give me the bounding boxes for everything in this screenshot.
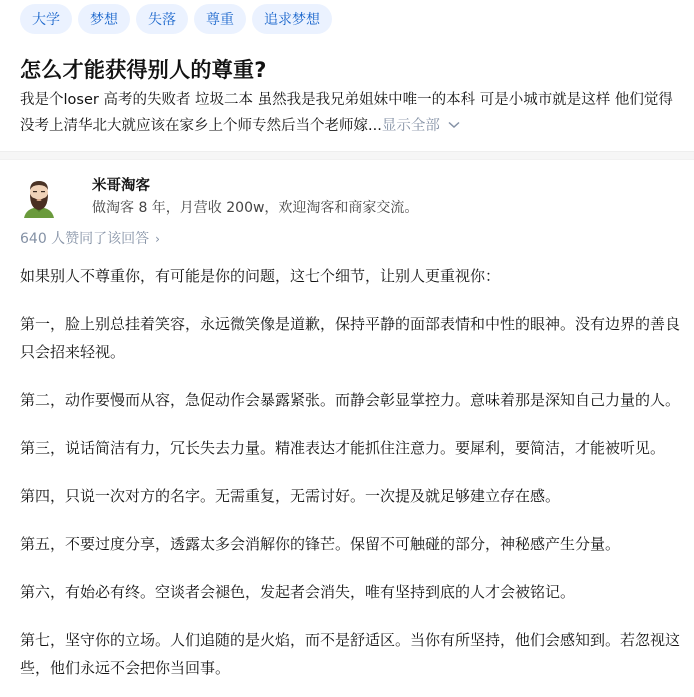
answer-content [20, 262, 680, 697]
answer-paragraph: 第五，不要过度分享，透露太多会消解你的锋芒。保留不可触碰的部分，神秘感产生分量。 [20, 535, 621, 553]
author-bio: 做淘客 8 年，月营收 200w，欢迎淘客和商家交流。 [92, 200, 419, 216]
answer-author [20, 176, 418, 219]
chevron-right-icon[interactable]: › [155, 232, 160, 246]
show-all-label[interactable]: 显示全部 [381, 118, 440, 134]
bearded-man-avatar-icon [20, 178, 58, 218]
answer-paragraph: 第七，坚守你的立场。人们追随的是火焰，而不是舒适区。当你有所坚持，他们会感知到。若忽视这些，他们永远不会把你当回事。 [20, 631, 681, 677]
tag-zunzhong[interactable]: 尊重 [194, 4, 246, 34]
author-name[interactable]: 米哥淘客 [92, 178, 150, 194]
section-divider [0, 151, 694, 160]
show-all-button[interactable] [382, 118, 460, 134]
vote-count-label[interactable]: 640 人赞同了该回答 [20, 231, 150, 247]
answer-paragraph: 第二，动作要慢而从容，急促动作会暴露紧张。而静会彰显掌控力。意味着那是深知自己力量的人。 [20, 391, 681, 409]
answer-paragraph: 第三，说话简洁有力，冗长失去力量。精准表达才能抓住注意力。要犀利，要简洁，才能被听见。 [20, 439, 666, 457]
tag-shiluo[interactable]: 失落 [136, 4, 188, 34]
answer-paragraph: 第六，有始必有终。空谈者会褪色，发起者会消失，唯有坚持到底的人才会被铭记。 [20, 583, 576, 601]
answer-paragraph: 第一，脸上别总挂着笑容，永远微笑像是道歉，保持平静的面部表情和中性的眼神。没有边界的善良只会招来轻视。 [20, 315, 681, 361]
vote-count-link[interactable] [20, 228, 160, 248]
chevron-down-icon[interactable] [448, 113, 460, 138]
answer-paragraph: 如果别人不尊重你，有可能是你的问题，这七个细节，让别人更重视你： [20, 267, 501, 285]
question-detail [20, 88, 680, 139]
tag-zhuqiu-mengxiang[interactable]: 追求梦想 [252, 4, 332, 34]
tag-mengxiang[interactable]: 梦想 [78, 4, 130, 34]
topic-tags [20, 4, 332, 34]
question-title[interactable]: 怎么才能获得别人的尊重? [20, 58, 267, 82]
tag-daxue[interactable]: 大学 [20, 4, 72, 34]
avatar[interactable] [20, 178, 58, 218]
question-detail-text: 我是个loser 高考的失败者 垃圾二本 虽然我是我兄弟姐妹中唯一的本科 可是小城市就是这样 他们觉得没考上清华北大就应该在家乡上个师专然后当个老师嫁... [20, 92, 673, 134]
answer-paragraph: 第四，只说一次对方的名字。无需重复，无需讨好。一次提及就足够建立存在感。 [20, 487, 561, 505]
